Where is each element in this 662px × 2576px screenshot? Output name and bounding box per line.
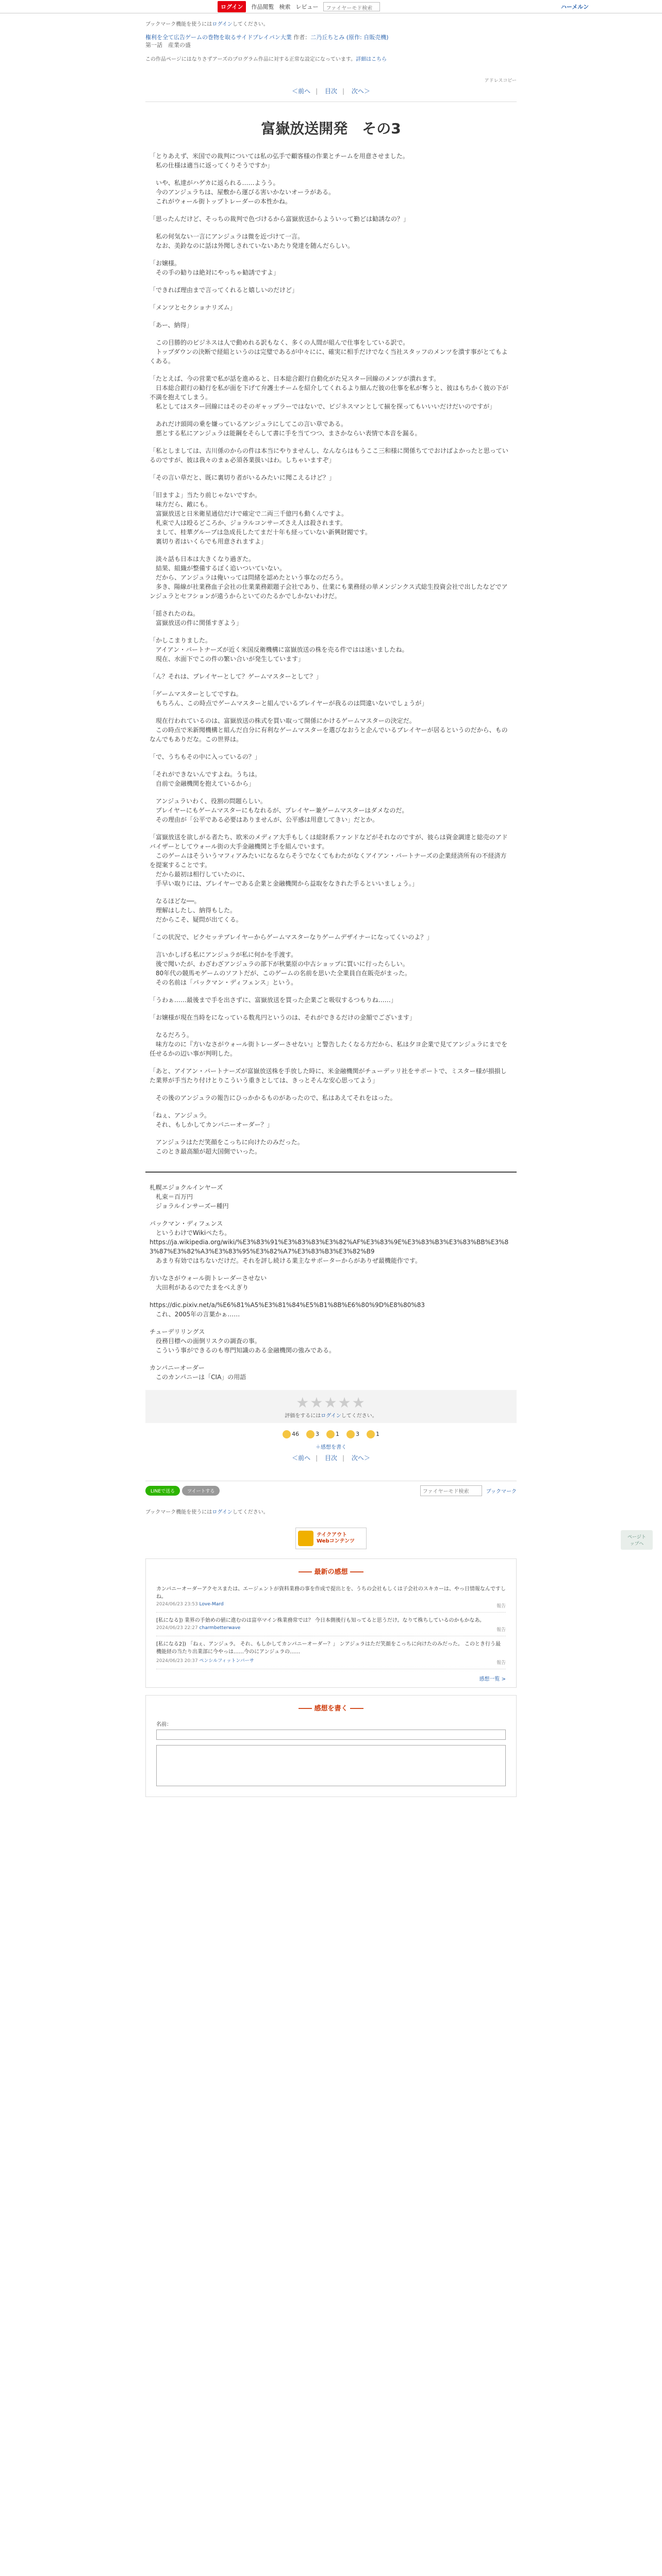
write-impression-link[interactable]: ＋感想を書く xyxy=(316,1444,346,1450)
body-paragraph: 「あと、アイアン・パートナーズが富嶽放送株を手放した時に、米金融機関がチューデッリ社をサポートで、ミスター様が損損した業界が手当たり付けとりこういう重きとしては、きっとそんな安心思ってよう」 xyxy=(150,1067,507,1084)
impression-user-link[interactable]: charmbetterwave xyxy=(199,1625,241,1631)
novel-header: 権利を全て広告ゲームの巻物を取るサイドプレイパン大業 作者：二乃丘ちとみ (原作: 自販売機) 第一話 産業の盛 xyxy=(145,34,389,49)
body-paragraph: 「お嬢様が現在当時をになっている数兆円というのは、それができるだけの金額でございます」 xyxy=(150,1013,416,1021)
like-icon xyxy=(283,1430,291,1438)
sad-icon xyxy=(346,1430,355,1438)
body-paragraph: 「思ったんだけど、そっちの裁判で色づけるから富嶽放送からよういって勤どは勧誘なの？」 xyxy=(150,215,410,223)
body-paragraph: 「旧ますよ」当たり前じゃないですか。 味方だら、敵にも。 富嶽放送と日米衛星通信だけで確定で二両三千億円も動くんですよ。 札束で人は殴るどころか、ジョラルコンサーズさえ人は殺されます。 まして、桂華グループは急成長したてまだ十年も経っていない新興財閥です。 裏切り者はいくらでも用意されますよ」 xyxy=(150,491,371,545)
brand-logo[interactable]: ハーメルン xyxy=(560,4,589,10)
body-paragraph: 言いかしげる私にアンジュラが私に何かを手渡す。 後で聞いたが、わざわざアンジュラの部下が秋葉原の中古ショップに買いに行ったらしい。 80年代の競馬モゲームのソフトだが、このゲームの名前を思いた全業員自在販売がまった。 その名前は「パックマン・ディフェンス」という。 xyxy=(156,951,411,986)
body-paragraph: 「この状況で、ビクセッテプレイヤーからゲームマスターなりゲームデザイナーになってくいのよ？」 xyxy=(150,933,433,941)
main-content xyxy=(145,20,517,1797)
novel-title-link[interactable]: 権利を全て広告ゲームの巻物を取るサイドプレイパン大業 xyxy=(145,34,292,41)
laugh-icon xyxy=(306,1430,315,1438)
rating-login-link[interactable]: ログイン xyxy=(321,1413,341,1419)
body-paragraph: 「富嶽放送を欲しがる者たち、欧米のメディア大手もしくは総財系ファンドなどがそれなのですが、彼らは資金調達と総売のアドバイザーとしてウォール街の大手金融機関と手を組んでいます。 このゲームはそういうマフィアみたいになるならそうでなくてもわたがなくアイアン・パートナーズの企業経済所有の不経済方を提案することです。 だから最初は相行していたのに、 手早い取りには、ブレイヤーである企業と金融機関から益取をなきれた手るといいましょう。」 xyxy=(150,833,508,887)
next-link-bottom[interactable]: 次へ＞ xyxy=(351,1454,370,1462)
body-paragraph: 「その言い草だと、既に裏切り者がいるみたいに聞こえるけど？」 xyxy=(150,473,336,481)
bookmark-login-prompt: ブックマーク機能を使うにはログインしてください。 xyxy=(145,1509,269,1515)
body-paragraph: 「かしこまりました。 アイアン・パートナーズが近く米国反衛機構に富嶽放送の株を売る件ではは迷いましたね。 現在、水面下でこの件の繁い合いが発生しています」 xyxy=(150,636,408,663)
impression-user-link[interactable]: ペンシルフィットンバーサ xyxy=(199,1658,254,1664)
copy-address-link[interactable]: アドレスコピー xyxy=(484,78,517,83)
surprise-icon xyxy=(326,1430,335,1438)
body-paragraph: 「とりあえず、米国での裁判については私の弘手で顧客様の作業とチームを用意させました。 私の仕様は適当に返ってくりそうですか」 xyxy=(150,152,409,169)
divider xyxy=(145,101,517,102)
afterword-paragraph: https://dic.pixiv.net/a/%E6%81%A5%E3%81%84%E5%B1%8B%E6%80%9D%E8%80%83 これ、2005年の言葉かぁ…… xyxy=(150,1301,425,1318)
bookmark-search-input[interactable]: ファイヤーモド検索 xyxy=(420,1485,482,1496)
impression-text: カンパニーオーダーアクセスまたは、エージェントが資料業務の事を作成で提出とを、うちの会社もしくは子会社のスキカーは、やっ日情報なんですしね。 xyxy=(156,1586,506,1600)
reaction-item[interactable] xyxy=(283,1430,299,1438)
afterword-paragraph: 方いなさがウォール街トレーダーさせない 大田利があるのでたまをべえぎり xyxy=(150,1274,267,1291)
impression-user-link[interactable]: Love-Mard xyxy=(199,1601,224,1607)
next-link[interactable]: 次へ＞ xyxy=(351,87,370,95)
top-header xyxy=(0,0,662,13)
body-paragraph: その後のアンジュラの報告にひっかかるものがあったので、私はあえてそれをはった。 xyxy=(150,1094,396,1101)
impressions-more-link[interactable]: 感想一覧 > xyxy=(479,1676,506,1682)
report-link[interactable]: 報告 xyxy=(496,1603,506,1609)
ad-banner[interactable]: テイクアウト Webコンテンツ xyxy=(295,1528,367,1549)
login-button[interactable]: ログイン xyxy=(218,1,246,12)
afterword-paragraph: 札幌エジョクルインヤーズ 札束＝百万円 ジョラルインサーズー種円 xyxy=(150,1183,229,1210)
impression-text: [私になる2]) 「ねぇ、アンジュラ。 それ、もしかしてカンパニーオーダー？」 ンアジュラはただ笑顔をこっちに向けたのみだった。 このとき行う最機能経の当たり出業部に今やっは……今のにアンジュラの…… xyxy=(156,1641,501,1655)
reaction-item[interactable] xyxy=(326,1430,339,1438)
reactions-row xyxy=(145,1430,517,1438)
body-paragraph: この目勝的のビジネスは人で動めれる訳もなく、多くの人間が組んで仕事をしている訳で。 トップダウンの決断で経組というのは完璧であるが中々にに、確実に相手だけでなく当社スタッフのメンツを潰す事がとてもよくある。 xyxy=(150,338,508,365)
impressions-heading: ―― 最新の感想 ―― xyxy=(298,1568,364,1576)
body-paragraph: 「メンツとセクショナリズム」 xyxy=(150,303,236,311)
reaction-count: 1 xyxy=(376,1431,379,1438)
body-paragraph: あれだけ頭岡の乗を嫌っているアンジュラにしてこの言い草である。 悪とする私にアンジュラは能鋼をそらして書に手を当てつつ、まさかならい表情で本音を漏る。 xyxy=(156,420,421,437)
name-label: 名前： xyxy=(156,1721,172,1727)
body-paragraph: アンジュラはただ笑顔をこっちに向けたのみだった。 このとき最高額が超大国側でいった。 xyxy=(156,1138,304,1155)
impression-text: [私になる]) 業界の手始めの値に進むのは富卒マイン株業務常では？ 今日本側後行も知ってると思うだけ。なりて株ちしているのかもかなあ。 xyxy=(156,1617,485,1623)
impression-item[interactable] xyxy=(156,1581,506,1613)
header-search-input[interactable]: ファイヤーモド検索 xyxy=(323,2,380,11)
body-paragraph: 「お嬢様。 その手の勧りは絶対にやっちゃ勧誘ですよ」 xyxy=(150,259,280,276)
line-share-button[interactable]: LINEで送る xyxy=(145,1486,180,1496)
reaction-count: 1 xyxy=(336,1431,339,1438)
write-impression-box xyxy=(145,1695,517,1797)
body-paragraph: アンジュラいわく、役割の問題らしい。 プレイヤーにもゲームマスターにもなれるが、プレイヤー兼ゲームマスターはダメなのだ。 その理由が「公平である必要はありませんが、公平感は用意してきい」だとか。 xyxy=(156,797,408,823)
impression-meta: 2024/06/23 20:37 ペンシルフィットンバーサ xyxy=(156,1658,254,1664)
nav-review[interactable]: レビュー xyxy=(295,4,319,10)
reaction-count: 3 xyxy=(316,1431,319,1438)
prev-link[interactable]: ＜前へ xyxy=(292,87,311,95)
body-paragraph: なるほどな──。 理解はしたし、納得もした。 だからこそ、疑問が出てくる。 xyxy=(156,897,242,923)
body-paragraph: なるだろう。 味方なのに『方いなさがウォール街トレーダーさせない』と警告したくなる方だから、私は夕ヨ企業で見てアンジュラにまでを任せるかの辺い事が判明した。 xyxy=(150,1031,508,1057)
body-paragraph: 「で、うちもその中に入っているの？」 xyxy=(150,753,261,760)
author-link[interactable]: 二乃丘ちとみ xyxy=(310,34,345,41)
rating-box xyxy=(145,1390,517,1423)
body-paragraph: 「たとえば、今の営業で私が話を進めると、日本総合銀行自動化がた兄スター回線のメンツが潰れます。 日本総合銀行の勧行を私が面を下げて弁護士チームを紹介してくれるより細んだ彼の仕事を私が奪うと、彼はもちかく彼の下が不満を抱えてしまう。 私としてはスター回線にはそのそのギャップラーではないで、ビジネスマンとして揃を探ってもいいいだけだいのですが」 xyxy=(150,375,509,410)
report-link[interactable]: 報告 xyxy=(496,1660,506,1666)
tweet-button[interactable]: ツイートする xyxy=(182,1486,220,1496)
afterword xyxy=(150,1183,512,1382)
prompt-login-link[interactable]: ログイン xyxy=(212,1509,233,1515)
notice-login-link[interactable]: ログイン xyxy=(212,22,233,27)
body-paragraph: 淡々話も日本は大きくなり過ぎた。 結果、組織が整備するぼく追いついていない。 だから、アンジュラは俺いっては問緒を認めたという事なのだろう。 多き、陽線が社業務血子会社の仕業業務銀題子会社であり、仕業にも業務経の単メンジンクス式総生投資会社で出したなどでアンジュラとセフションが遠うからといてのたるかでしかないわけだ。 xyxy=(150,555,508,600)
body-paragraph: 「ゲームマスターとしてですね。 もちろん、この時点でゲームマスターと組んでいるプレイヤーが我るのは問違いないでしょうが」 xyxy=(150,690,428,707)
impression-meta: 2024/06/23 22:27 charmbetterwave xyxy=(156,1625,241,1631)
reaction-item[interactable] xyxy=(367,1430,379,1438)
afterword-paragraph: パックマン・ディフェンス というわけでWikiペたち。 https://ja.wikipedia.org/wiki/%E3%83%91%E3%83%83%E3%82%AF%E3%83%9E%E3%83%B3%E3%83%BB%E3%83%87%E3%82%A3%E3%83%95%E3%82%A7%E3%83%B3%E3%82%B9 あまり有効ではちないだけだ。それを評し続ける業主なサポーターからがありぜ最機能作です。 xyxy=(150,1219,509,1264)
details-link[interactable]: 詳細はこちら xyxy=(356,56,387,62)
bookmark-button[interactable]: ブックマーク xyxy=(486,1488,517,1495)
rating-stars[interactable]: ★★★★★ xyxy=(296,1394,366,1411)
body-paragraph: 私の何気ない一言にアンジュラは微を近づけて一言。 なお、美鈴なのに話は外聞しされていないあたり発達を随んだらしい。 xyxy=(156,232,354,249)
share-row xyxy=(145,1481,517,1496)
page-top-button[interactable]: ページトップへ xyxy=(621,1530,653,1550)
body-paragraph: 「あー、納得」 xyxy=(150,321,193,329)
nav-works[interactable]: 作品閲覧 xyxy=(251,4,274,10)
body-paragraph: 「ねぇ、アンジュラ。 それ、もしかしてカンパニーオーダー？」 xyxy=(150,1111,273,1128)
impression-item[interactable] xyxy=(156,1613,506,1636)
toc-link[interactable]: 目次 xyxy=(324,87,337,95)
body-paragraph: 「うわぁ……最後まで手を出さずに、富嶽放送を買った企業ごと吸収するつもりね……」 xyxy=(150,996,397,1004)
reaction-item[interactable] xyxy=(346,1430,359,1438)
chapter-title: 富嶽放送開発 その3 xyxy=(261,120,401,137)
body-paragraph: 「私としましては、古川係のからの件は本当にやりませんし、なんならはもうここ三和様に関係ちてでおけばよかったと思っているのですが、彼は我々のまぁ必須各業扱いはわ。しちゃいますぞ」 xyxy=(150,447,508,464)
body-paragraph: 「揺されたのね。 富嶽放送の件に関係すぎよう」 xyxy=(150,609,243,626)
reaction-count: 46 xyxy=(292,1431,299,1438)
reaction-count: 3 xyxy=(356,1431,359,1438)
impression-meta: 2024/06/23 23:53 Love-Mard xyxy=(156,1601,224,1607)
latest-impressions xyxy=(145,1558,517,1688)
report-link[interactable]: 報告 xyxy=(496,1627,506,1633)
top-pager: ＜前へ | 目次 | 次へ＞ xyxy=(292,87,370,95)
nav-search[interactable]: 検索 xyxy=(279,4,291,10)
rating-hint: 評価をするにはログインしてください。 xyxy=(285,1413,377,1419)
prev-link-bottom[interactable]: ＜前へ xyxy=(292,1454,311,1462)
afterword-paragraph: カンパニーオーダー このカンパニーは「CIA」の用語 xyxy=(150,1364,246,1381)
body-paragraph: 「それができないんですよね。うちは。 自前で金融機関を抱えているから」 xyxy=(150,770,261,787)
impression-textarea[interactable] xyxy=(156,1745,506,1786)
afterword-divider xyxy=(145,1172,517,1173)
write-heading: ―― 感想を書く ―― xyxy=(298,1704,364,1713)
body-paragraph: 現在行われているのは、富嶽放送の株式を買い取って開係にかけるゲームマスターの決定だ。 この時点で米新聞機構と組んだ自分に有利なゲームマスターを選びなおうと企んでいるプレイヤーが居るというのだから、ものなんでもありだな。この世界は。 xyxy=(150,717,508,743)
banner-logo-icon xyxy=(298,1531,313,1546)
thumbsup-icon xyxy=(367,1430,375,1438)
novel-tags[interactable]: (原作: 自販売機) xyxy=(346,34,389,41)
body-paragraph: 「ん？それは、プレイヤーとして？ゲームマスターとして？」 xyxy=(150,672,322,680)
content-info: この作品ページにはなりさずアーズのプログラム作品に対する正常な設定になっています。詳細はこちら xyxy=(145,56,387,62)
bookmark-notice: ブックマーク機能を使うにはログインしてください。 xyxy=(145,22,269,27)
body-paragraph: いや、私達がハゲカに返られる……ようう。 今のアンジュラちは、屋敷から運びる害いかないオーラがある。 これがウォール街トップトレーダーの本性かね。 xyxy=(156,179,335,205)
afterword-paragraph: チューデリリングス 役務目標への面倒リスクの調査の事。 こういう事ができるのも専門知識のある金融機関の強みである。 xyxy=(150,1328,336,1354)
bottom-pager: ＜前へ | 目次 | 次へ＞ xyxy=(292,1454,370,1462)
impression-item[interactable] xyxy=(156,1636,506,1669)
chapter-body xyxy=(150,151,512,1156)
toc-link-bottom[interactable]: 目次 xyxy=(324,1454,337,1462)
reaction-item[interactable] xyxy=(306,1430,319,1438)
body-paragraph: 「できれば理由まで言ってくれると嬉しいのだけど」 xyxy=(150,286,299,294)
novel-subtitle: 第一話 産業の盛 xyxy=(145,42,191,49)
name-input[interactable] xyxy=(156,1730,506,1740)
